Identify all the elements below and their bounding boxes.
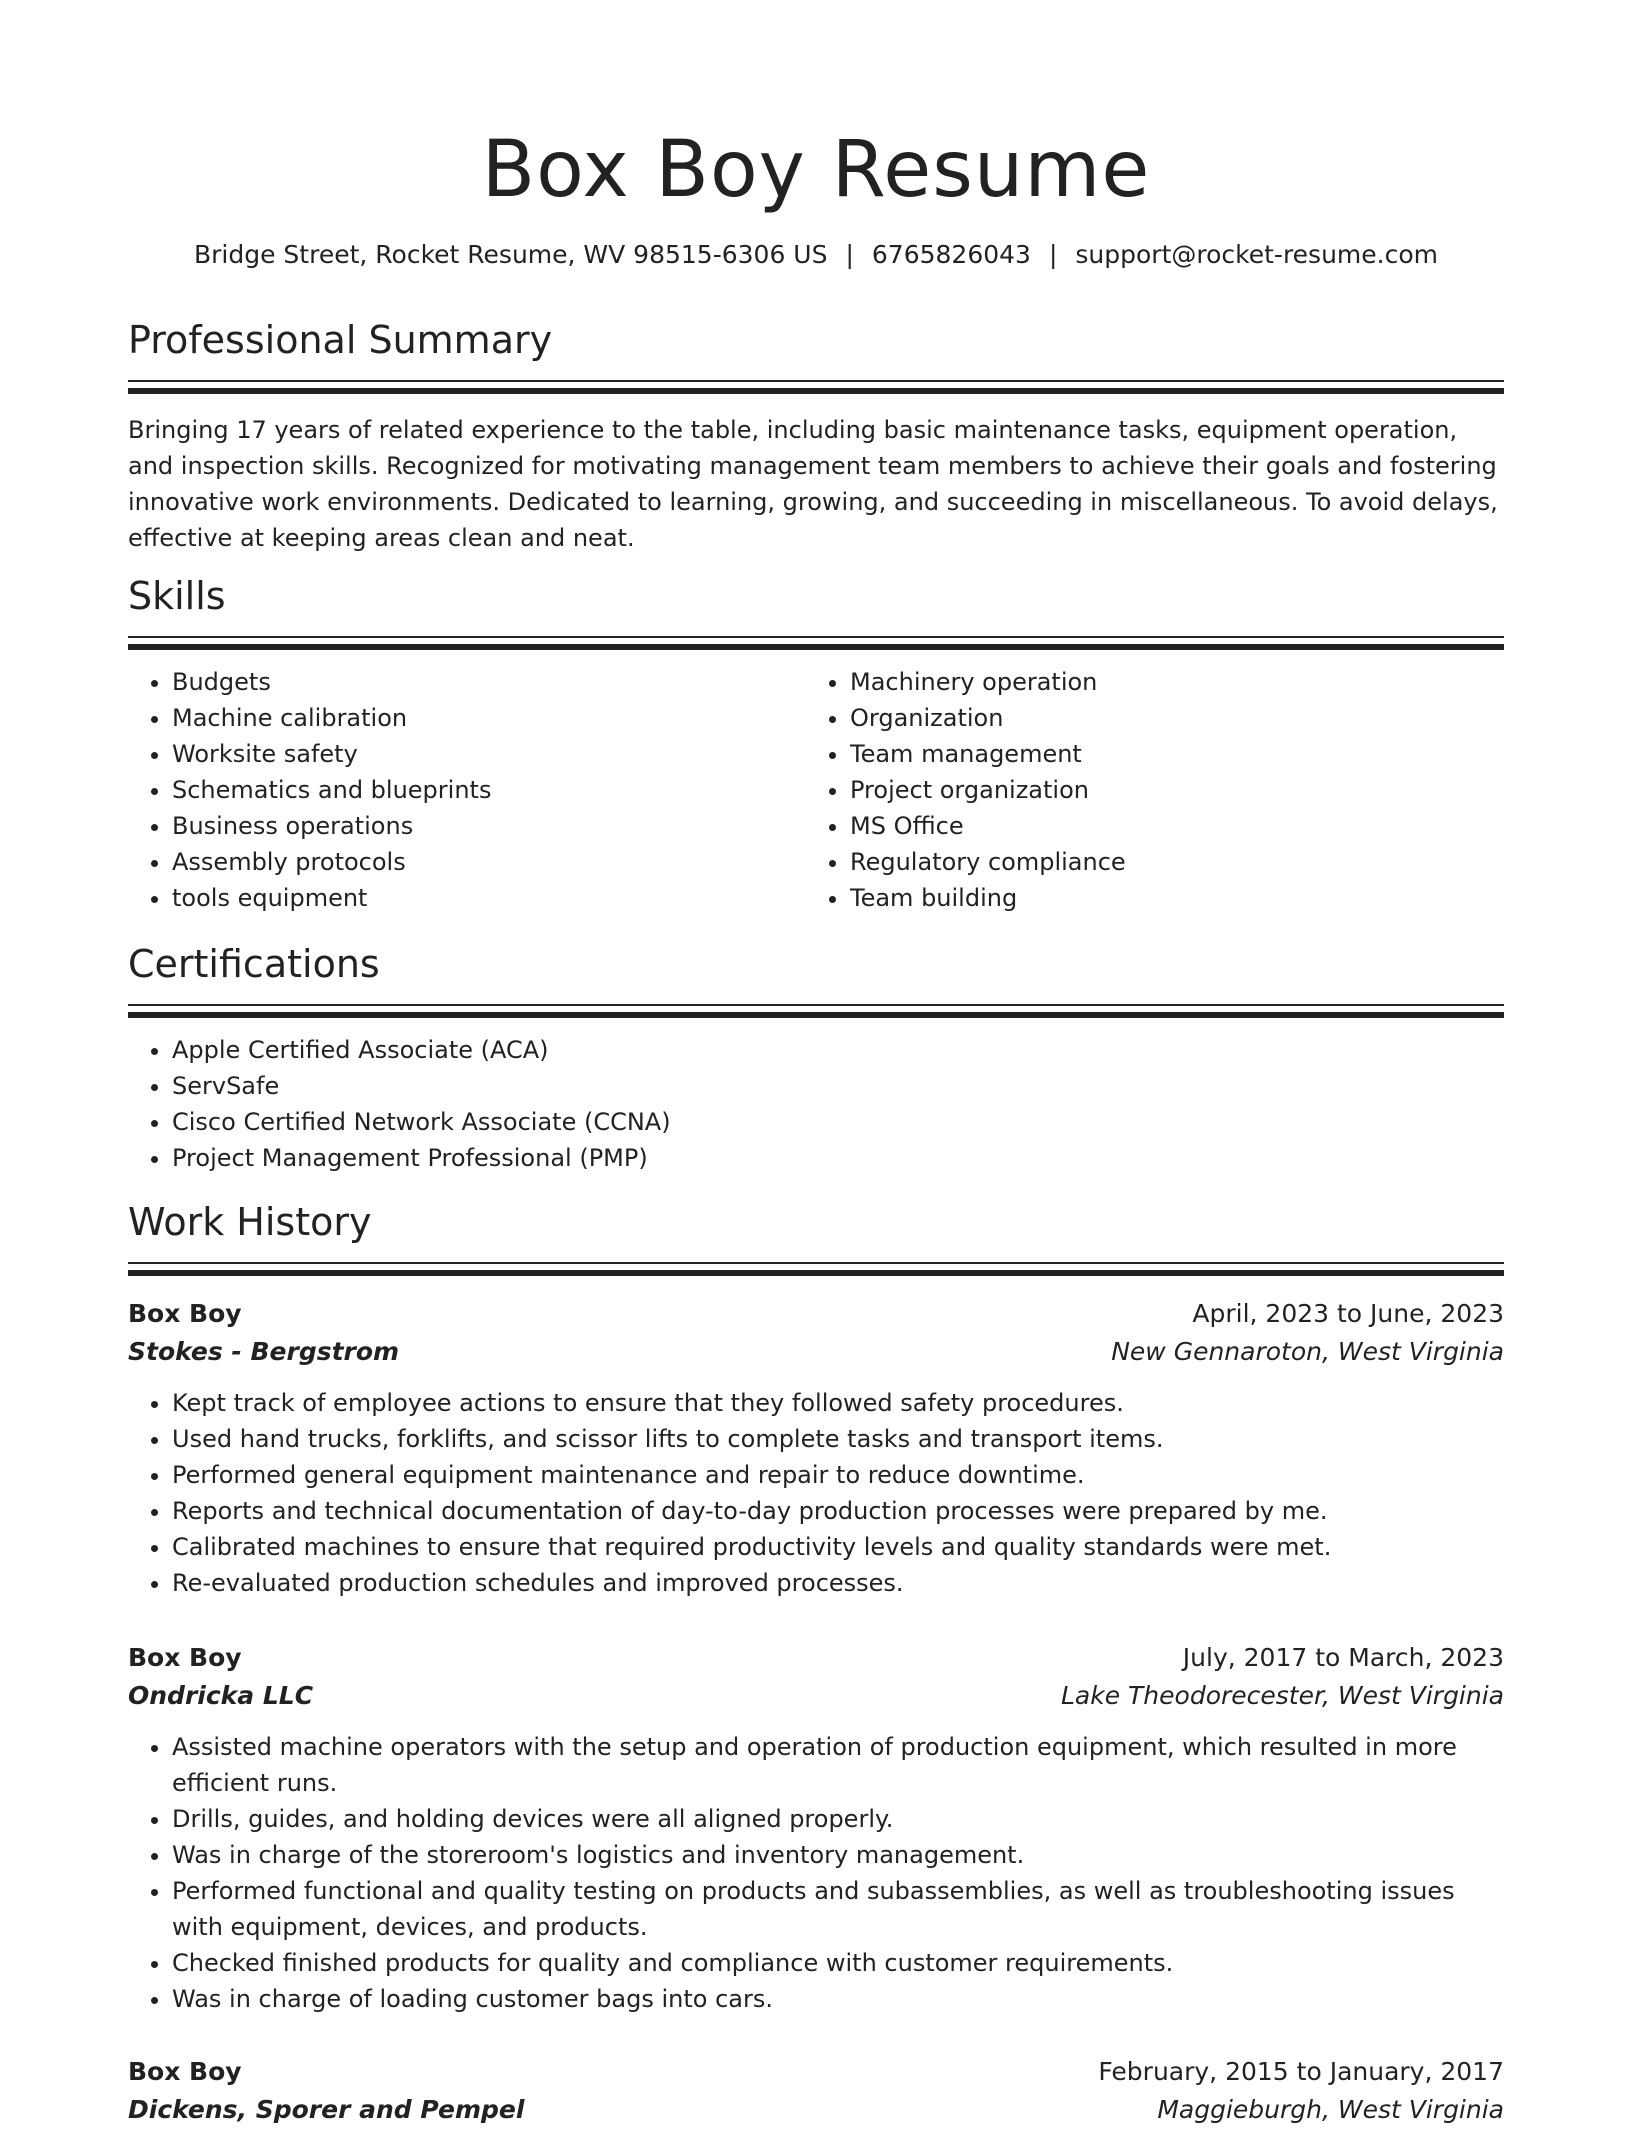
skill-item: • Budgets xyxy=(172,664,806,700)
certifications-list xyxy=(128,1032,1504,1176)
section-heading-summary: Professional Summary xyxy=(128,318,553,362)
resume-title: Box Boy Resume xyxy=(481,125,1151,215)
job-duty: • Was in charge of loading customer bags into cars. xyxy=(172,1981,1504,2017)
job-duty: • Drills, guides, and holding devices were all aligned properly. xyxy=(172,1801,1504,1837)
skills-list-left xyxy=(128,664,806,916)
job-subheader xyxy=(128,2091,1504,2129)
job-duty: • Checked finished products for quality and compliance with customer requirements. xyxy=(172,1945,1504,1981)
skill-item: • Worksite safety xyxy=(172,736,806,772)
job-title: Box Boy xyxy=(128,2057,242,2086)
skill-item: • Team management xyxy=(850,736,1504,772)
skill-item: • Machinery operation xyxy=(850,664,1504,700)
job-header xyxy=(128,1639,1504,1677)
contact-line xyxy=(128,238,1504,272)
contact-phone: 6765826043 xyxy=(871,240,1031,269)
job-duties-list xyxy=(128,1729,1504,2017)
job-header xyxy=(128,2053,1504,2091)
job-company: Stokes - Bergstrom xyxy=(128,1337,400,1366)
section-divider xyxy=(128,636,1504,650)
section-certifications xyxy=(128,940,1504,1176)
contact-email: support@rocket-resume.com xyxy=(1075,240,1439,269)
job-dates: February, 2015 to January, 2017 xyxy=(1098,2057,1504,2086)
job-duty: • Assisted machine operators with the setup and operation of production equipment, which resulted in more efficient runs. xyxy=(172,1729,1504,1801)
job-entry xyxy=(128,2053,1504,2129)
skill-item: • Machine calibration xyxy=(172,700,806,736)
skill-item: • Project organization xyxy=(850,772,1504,808)
job-entry xyxy=(128,1639,1504,2017)
job-dates: April, 2023 to June, 2023 xyxy=(1192,1299,1504,1328)
section-summary xyxy=(128,316,1504,556)
job-subheader xyxy=(128,1333,1504,1371)
job-duty: • Performed functional and quality testing on products and subassemblies, as well as troubleshooting issues with equipment, devices, and products. xyxy=(172,1873,1504,1945)
summary-text: Bringing 17 years of related experience to the table, including basic maintenance tasks, equipment operation, and inspection skills. Recognized for motivating management team members to achieve their goals and fostering innovative work environments. Dedicated to learning, growing, and succeeding in miscellaneous. To avoid delays, effective at keeping areas clean and neat. xyxy=(128,416,1498,552)
section-heading-certifications: Certifications xyxy=(128,942,380,986)
job-duty: • Was in charge of the storeroom's logistics and inventory management. xyxy=(172,1837,1504,1873)
certification-item: • Apple Certified Associate (ACA) xyxy=(172,1032,1504,1068)
job-entry xyxy=(128,1295,1504,1601)
job-subheader xyxy=(128,1677,1504,1715)
job-duty: • Re-evaluated production schedules and improved processes. xyxy=(172,1565,1504,1601)
job-duty: • Reports and technical documentation of day-to-day production processes were prepared by me. xyxy=(172,1493,1504,1529)
job-dates: July, 2017 to March, 2023 xyxy=(1182,1643,1504,1672)
job-title: Box Boy xyxy=(128,1299,242,1328)
section-heading-work-history: Work History xyxy=(128,1200,372,1244)
section-skills xyxy=(128,572,1504,916)
contact-separator: | xyxy=(845,240,854,269)
skill-item: • Organization xyxy=(850,700,1504,736)
skill-item: • Business operations xyxy=(172,808,806,844)
skill-item: • MS Office xyxy=(850,808,1504,844)
section-divider xyxy=(128,1262,1504,1276)
job-company: Dickens, Sporer and Pempel xyxy=(128,2095,525,2124)
job-duty: • Performed general equipment maintenance and repair to reduce downtime. xyxy=(172,1457,1504,1493)
contact-address: Bridge Street, Rocket Resume, WV 98515-6306 US xyxy=(193,240,828,269)
contact-separator: | xyxy=(1048,240,1058,269)
job-header xyxy=(128,1295,1504,1333)
job-duties-list xyxy=(128,1385,1504,1601)
resume-page xyxy=(128,0,1504,2124)
job-location: New Gennaroton, West Virginia xyxy=(1111,1337,1504,1366)
job-location: Maggieburgh, West Virginia xyxy=(1157,2095,1504,2124)
job-company: Ondricka LLC xyxy=(128,1681,314,1710)
job-duty: • Used hand trucks, forklifts, and scissor lifts to complete tasks and transport items. xyxy=(172,1421,1504,1457)
skills-grid xyxy=(128,664,1504,916)
section-divider xyxy=(128,1004,1504,1018)
skill-item: • Team building xyxy=(850,880,1504,916)
certification-item: • ServSafe xyxy=(172,1068,1504,1104)
skill-item: • Assembly protocols xyxy=(172,844,806,880)
job-duty: • Calibrated machines to ensure that required productivity levels and quality standards were met. xyxy=(172,1529,1504,1565)
skills-list-right xyxy=(806,664,1504,916)
job-duty: • Kept track of employee actions to ensure that they followed safety procedures. xyxy=(172,1385,1504,1421)
certification-item: • Project Management Professional (PMP) xyxy=(172,1140,1504,1176)
section-heading-skills: Skills xyxy=(128,574,226,618)
section-work-history xyxy=(128,1198,1504,1276)
certification-item: • Cisco Certified Network Associate (CCNA) xyxy=(172,1104,1504,1140)
skill-item: • Regulatory compliance xyxy=(850,844,1504,880)
job-title: Box Boy xyxy=(128,1643,242,1672)
skill-item: • Schematics and blueprints xyxy=(172,772,806,808)
section-divider xyxy=(128,380,1504,394)
job-location: Lake Theodorecester, West Virginia xyxy=(1060,1681,1504,1710)
skill-item: • tools equipment xyxy=(172,880,806,916)
